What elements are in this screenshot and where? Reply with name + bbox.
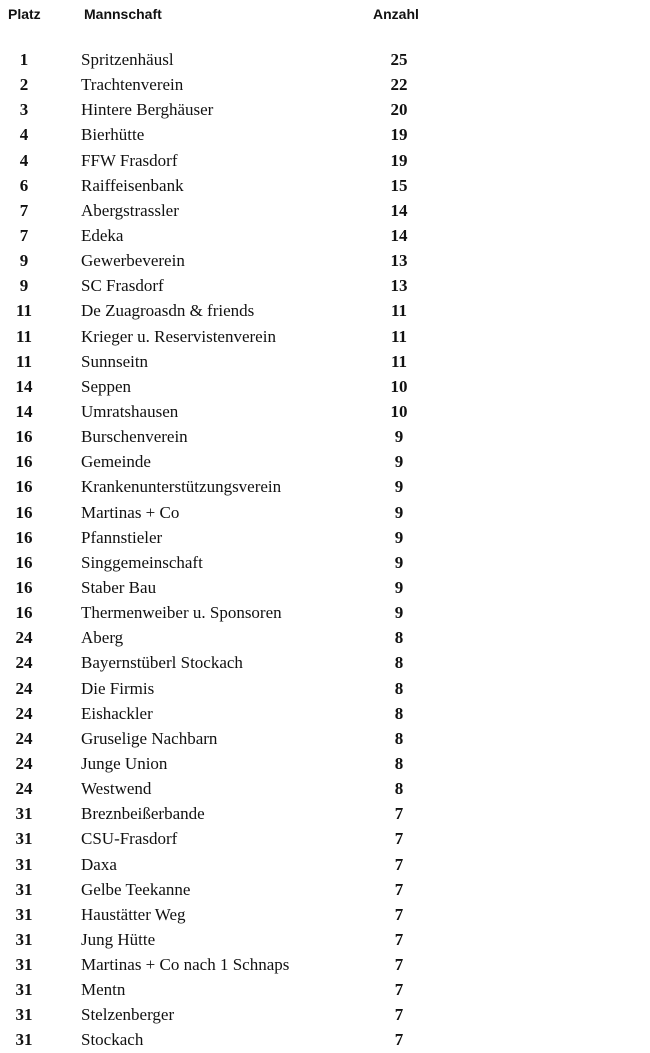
count-cell: 7 <box>394 1030 404 1050</box>
table-row <box>0 349 650 374</box>
rank-cell: 24 <box>15 728 33 748</box>
table-row <box>0 374 650 399</box>
count-cell: 7 <box>394 980 404 1000</box>
rank-cell: 31 <box>15 929 33 949</box>
table-row <box>0 298 650 323</box>
count-cell: 8 <box>394 653 404 673</box>
count-cell: 13 <box>390 276 408 296</box>
count-cell: 10 <box>390 376 408 396</box>
count-cell: 7 <box>394 829 404 849</box>
table-row <box>0 852 650 877</box>
rank-cell: 16 <box>15 527 33 547</box>
table-row <box>0 1027 650 1052</box>
table-row <box>0 324 650 349</box>
count-cell: 7 <box>394 879 404 899</box>
team-name-cell: Gelbe Teekanne <box>81 879 191 899</box>
team-name-cell: Singgemeinschaft <box>81 552 203 572</box>
count-cell: 9 <box>394 477 404 497</box>
count-cell: 7 <box>394 1005 404 1025</box>
table-row <box>0 952 650 977</box>
team-name-cell: Krieger u. Reservistenverein <box>81 326 276 346</box>
table-row <box>0 600 650 625</box>
count-cell: 9 <box>394 527 404 547</box>
table-row <box>0 801 650 826</box>
count-cell: 8 <box>394 678 404 698</box>
ranking-table <box>0 47 650 1053</box>
header-platz: Platz <box>8 6 41 22</box>
team-name-cell: Raiffeisenbank <box>81 175 184 195</box>
rank-cell: 24 <box>15 703 33 723</box>
rank-cell: 9 <box>19 251 29 271</box>
team-name-cell: Martinas + Co nach 1 Schnaps <box>81 955 290 975</box>
team-name-cell: SC Frasdorf <box>81 276 164 296</box>
rank-cell: 24 <box>15 653 33 673</box>
rank-cell: 31 <box>15 1030 33 1050</box>
count-cell: 11 <box>390 301 408 321</box>
rank-cell: 14 <box>15 376 33 396</box>
table-row <box>0 701 650 726</box>
count-cell: 15 <box>390 175 408 195</box>
count-cell: 20 <box>390 100 408 120</box>
rank-cell: 16 <box>15 427 33 447</box>
count-cell: 10 <box>390 401 408 421</box>
rank-cell: 7 <box>19 225 29 245</box>
table-row <box>0 625 650 650</box>
count-cell: 7 <box>394 854 404 874</box>
rank-cell: 31 <box>15 955 33 975</box>
rank-cell: 16 <box>15 502 33 522</box>
team-name-cell: Eishackler <box>81 703 153 723</box>
team-name-cell: Bierhütte <box>81 125 145 145</box>
team-name-cell: Sunnseitn <box>81 351 149 371</box>
rank-cell: 31 <box>15 1005 33 1025</box>
table-row <box>0 97 650 122</box>
header-anzahl: Anzahl <box>373 6 419 22</box>
team-name-cell: Jung Hütte <box>81 929 156 949</box>
count-cell: 9 <box>394 502 404 522</box>
table-row <box>0 1002 650 1027</box>
count-cell: 7 <box>394 955 404 975</box>
table-row <box>0 650 650 675</box>
rank-cell: 24 <box>15 628 33 648</box>
count-cell: 13 <box>390 251 408 271</box>
count-cell: 7 <box>394 804 404 824</box>
team-name-cell: Seppen <box>81 376 132 396</box>
count-cell: 8 <box>394 753 404 773</box>
team-name-cell: Gemeinde <box>81 452 151 472</box>
count-cell: 7 <box>394 929 404 949</box>
rank-cell: 7 <box>19 200 29 220</box>
rank-cell: 31 <box>15 829 33 849</box>
team-name-cell: Pfannstieler <box>81 527 163 547</box>
count-cell: 11 <box>390 326 408 346</box>
rank-cell: 31 <box>15 804 33 824</box>
team-name-cell: Staber Bau <box>81 577 157 597</box>
team-name-cell: Edeka <box>81 225 124 245</box>
table-row <box>0 751 650 776</box>
table-row <box>0 676 650 701</box>
team-name-cell: Aberg <box>81 628 124 648</box>
count-cell: 9 <box>394 452 404 472</box>
team-name-cell: Die Firmis <box>81 678 155 698</box>
count-cell: 11 <box>390 351 408 371</box>
team-name-cell: Martinas + Co <box>81 502 180 522</box>
rank-cell: 2 <box>19 75 29 95</box>
team-name-cell: Spritzenhäusl <box>81 50 174 69</box>
table-row <box>0 500 650 525</box>
count-cell: 14 <box>390 200 408 220</box>
rank-cell: 16 <box>15 603 33 623</box>
table-row <box>0 525 650 550</box>
rank-cell: 16 <box>15 552 33 572</box>
team-name-cell: Junge Union <box>81 753 168 773</box>
rank-cell: 24 <box>15 779 33 799</box>
rank-cell: 16 <box>15 477 33 497</box>
team-name-cell: Stockach <box>81 1030 144 1050</box>
team-name-cell: FFW Frasdorf <box>81 150 178 170</box>
table-row <box>0 449 650 474</box>
count-cell: 8 <box>394 728 404 748</box>
rank-cell: 4 <box>19 150 29 170</box>
table-row <box>0 977 650 1002</box>
rank-cell: 16 <box>15 452 33 472</box>
team-name-cell: Westwend <box>81 779 152 799</box>
rank-cell: 24 <box>15 753 33 773</box>
table-row <box>0 198 650 223</box>
count-cell: 7 <box>394 904 404 924</box>
table-row <box>0 726 650 751</box>
count-cell: 25 <box>390 50 408 69</box>
team-name-cell: Gruselige Nachbarn <box>81 728 218 748</box>
rank-cell: 24 <box>15 678 33 698</box>
team-name-cell: Abergstrassler <box>81 200 179 220</box>
team-name-cell: Gewerbeverein <box>81 251 185 271</box>
rank-cell: 31 <box>15 980 33 1000</box>
count-cell: 8 <box>394 628 404 648</box>
table-row <box>0 424 650 449</box>
header-mannschaft: Mannschaft <box>84 6 162 22</box>
team-name-cell: De Zuagroasdn & friends <box>81 301 255 321</box>
rank-cell: 11 <box>15 326 33 346</box>
rank-cell: 31 <box>15 904 33 924</box>
count-cell: 22 <box>390 75 408 95</box>
table-row <box>0 826 650 851</box>
team-name-cell: Stelzenberger <box>81 1005 175 1025</box>
rank-cell: 11 <box>15 301 33 321</box>
count-cell: 9 <box>394 603 404 623</box>
table-row <box>0 148 650 173</box>
count-cell: 9 <box>394 427 404 447</box>
count-cell: 19 <box>390 125 408 145</box>
rank-cell: 1 <box>19 50 29 69</box>
count-cell: 8 <box>394 703 404 723</box>
table-row <box>0 47 650 72</box>
table-row <box>0 902 650 927</box>
table-row <box>0 474 650 499</box>
table-row <box>0 927 650 952</box>
rank-cell: 31 <box>15 854 33 874</box>
table-row <box>0 776 650 801</box>
table-row <box>0 122 650 147</box>
team-name-cell: Daxa <box>81 854 117 874</box>
table-row <box>0 399 650 424</box>
team-name-cell: CSU-Frasdorf <box>81 829 178 849</box>
team-name-cell: Breznbeißerbande <box>81 804 205 824</box>
team-name-cell: Bayernstüberl Stockach <box>81 653 243 673</box>
team-name-cell: Krankenunterstützungsverein <box>81 477 282 497</box>
team-name-cell: Thermenweiber u. Sponsoren <box>81 603 282 623</box>
table-row <box>0 223 650 248</box>
rank-cell: 31 <box>15 879 33 899</box>
table-row <box>0 273 650 298</box>
table-row <box>0 248 650 273</box>
rank-cell: 16 <box>15 577 33 597</box>
table-row <box>0 550 650 575</box>
table-row <box>0 173 650 198</box>
team-name-cell: Umratshausen <box>81 401 179 421</box>
rank-cell: 9 <box>19 276 29 296</box>
table-row <box>0 877 650 902</box>
rank-cell: 6 <box>19 175 29 195</box>
team-name-cell: Hintere Berghäuser <box>81 100 214 120</box>
team-name-cell: Mentn <box>81 980 126 1000</box>
count-cell: 19 <box>390 150 408 170</box>
count-cell: 9 <box>394 552 404 572</box>
table-row <box>0 72 650 97</box>
team-name-cell: Trachtenverein <box>81 75 184 95</box>
team-name-cell: Haustätter Weg <box>81 904 186 924</box>
team-name-cell: Burschenverein <box>81 427 188 447</box>
table-row <box>0 575 650 600</box>
count-cell: 9 <box>394 577 404 597</box>
rank-cell: 11 <box>15 351 33 371</box>
count-cell: 14 <box>390 225 408 245</box>
rank-cell: 4 <box>19 125 29 145</box>
rank-cell: 14 <box>15 401 33 421</box>
count-cell: 8 <box>394 779 404 799</box>
rank-cell: 3 <box>19 100 29 120</box>
